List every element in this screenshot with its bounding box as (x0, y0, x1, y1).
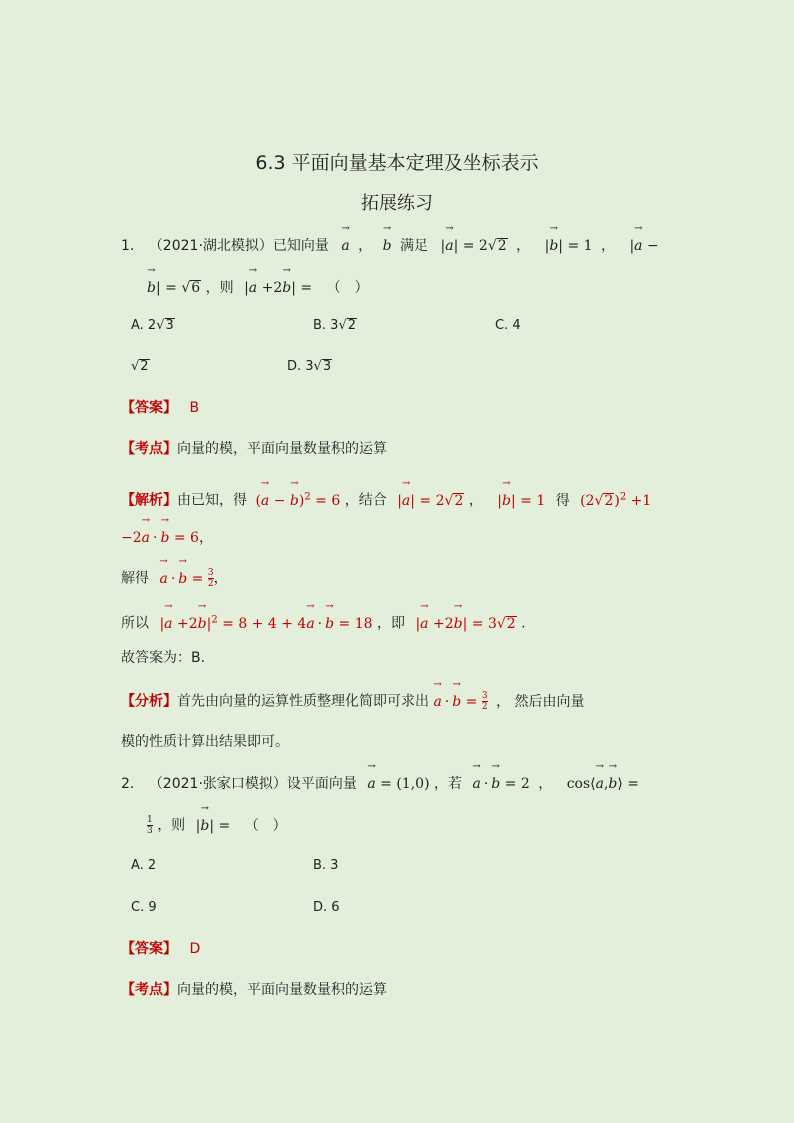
kaodian-tag: 【考点】 (121, 441, 177, 457)
q2-answer: D (189, 941, 201, 957)
q2-option-d: D. 6 (313, 900, 340, 915)
jiexi-tag: 【解析】 (121, 492, 177, 509)
q1-fenxi-line2: 模的性质计算出结果即可。 (121, 734, 289, 750)
q1-jiexi-line4: 所以 |→ $a +2\to b|^2 = 8 + 4 + 4\to a \cdot\to b = 18$ ，即 |→ a +2→ b| = 3√2 . (121, 610, 526, 634)
q1-stem-line1: 1. （2021·湖北模拟）已知向量 → a ， → b 满足 |→ a| = 2√2 ， |→ b| = 1 ， |→ a − (121, 236, 659, 256)
q2-kaodian: 向量的模，平面向量数量积的运算 (177, 982, 387, 998)
q2-cos: cos⟨→ a,→ b⟩ = (567, 776, 639, 792)
q1-option-a: A. 2√3 (131, 318, 174, 333)
q1-cond-ab: |→ a − (629, 238, 658, 254)
q1-source: （2021·湖北模拟）已知向量 (148, 238, 329, 254)
answer-tag: 【答案】 (121, 400, 177, 416)
q2-dot: → a ·→ b = 2 (472, 776, 529, 792)
q1-cond-b: |→ b| = 1 (545, 238, 593, 254)
q1-number: 1. (121, 238, 135, 254)
q1-answer: B (189, 400, 200, 416)
q2-source: （2021·张家口模拟）设平面向量 (148, 776, 357, 792)
q1-jiexi-line2: −2→ a ·→ b = 6， (121, 528, 213, 548)
q1-fenxi-line1: 【分析】首先由向量的运算性质整理化简即可求出 → a ·→ b = $\frac{3}{2}$ ， 然后由向量 (121, 691, 585, 712)
q2-stem-line2: $\frac{1}{3}$ ，则 |→ b| = （ ） (147, 815, 287, 836)
fenxi-tag: 【分析】 (121, 693, 177, 710)
q1-kaodian: 向量的模，平面向量数量积的运算 (177, 441, 387, 457)
page-title: 6.3 平面向量基本定理及坐标表示 (255, 152, 539, 174)
q2-answer-line: 【答案】 D (121, 941, 201, 957)
q1-jiexi-line5: 故答案为：B. (121, 650, 206, 666)
q1-option-b: B. 3√2 (313, 318, 357, 333)
q1-kaodian-line (121, 439, 387, 459)
q2-option-a: A. 2 (131, 858, 157, 873)
q1-vector-a: → a (341, 238, 349, 254)
q1-paren: （ ） (326, 280, 369, 296)
q1-jiexi-line3: 解得 → a ·→ b = $\frac{3}{2}$ ， (121, 568, 228, 589)
page-subtitle: 拓展练习 (361, 193, 433, 214)
q1-option-c: C. 4 (495, 318, 521, 333)
q1-answer-line (121, 398, 199, 418)
q2-option-b: B. 3 (313, 858, 339, 873)
q2-stem-line1: 2. （2021·张家口模拟）设平面向量 → a = (1,0) ，若 → a ·→ b = 2 ， cos⟨→ a,→ b⟩ = (121, 774, 639, 794)
q2-option-c: C. 9 (131, 900, 157, 915)
q1-stem-line2: → b| = √6 ，则 |→ a +2→ b| = （ ） (147, 278, 369, 298)
q1-vector-b: → b (383, 238, 392, 254)
q1-text-then: ，则 (205, 280, 234, 296)
q2-number: 2. (121, 776, 135, 792)
q1-option-d: D. 3√3 (287, 359, 332, 374)
q1-option-c-cont: √2 (131, 359, 149, 374)
q2-kaodian-line: 【考点】向量的模，平面向量数量积的运算 (121, 982, 387, 998)
q2-vector-a: → a = (1,0) (367, 776, 429, 792)
q1-target: |→ a +2→ b| = (244, 280, 312, 296)
q1-cond-a: |→ a| = 2√2 (441, 238, 508, 254)
q1-jiexi-line1: 【解析】由已知，得 (→ a − → b)$^2$ = 6 ，结合 |→ a| = 2√2 ， |→ b| = 1 得 $(2√2)^2 +1$ (121, 487, 651, 511)
q1-text-mid: 满足 (400, 238, 429, 254)
